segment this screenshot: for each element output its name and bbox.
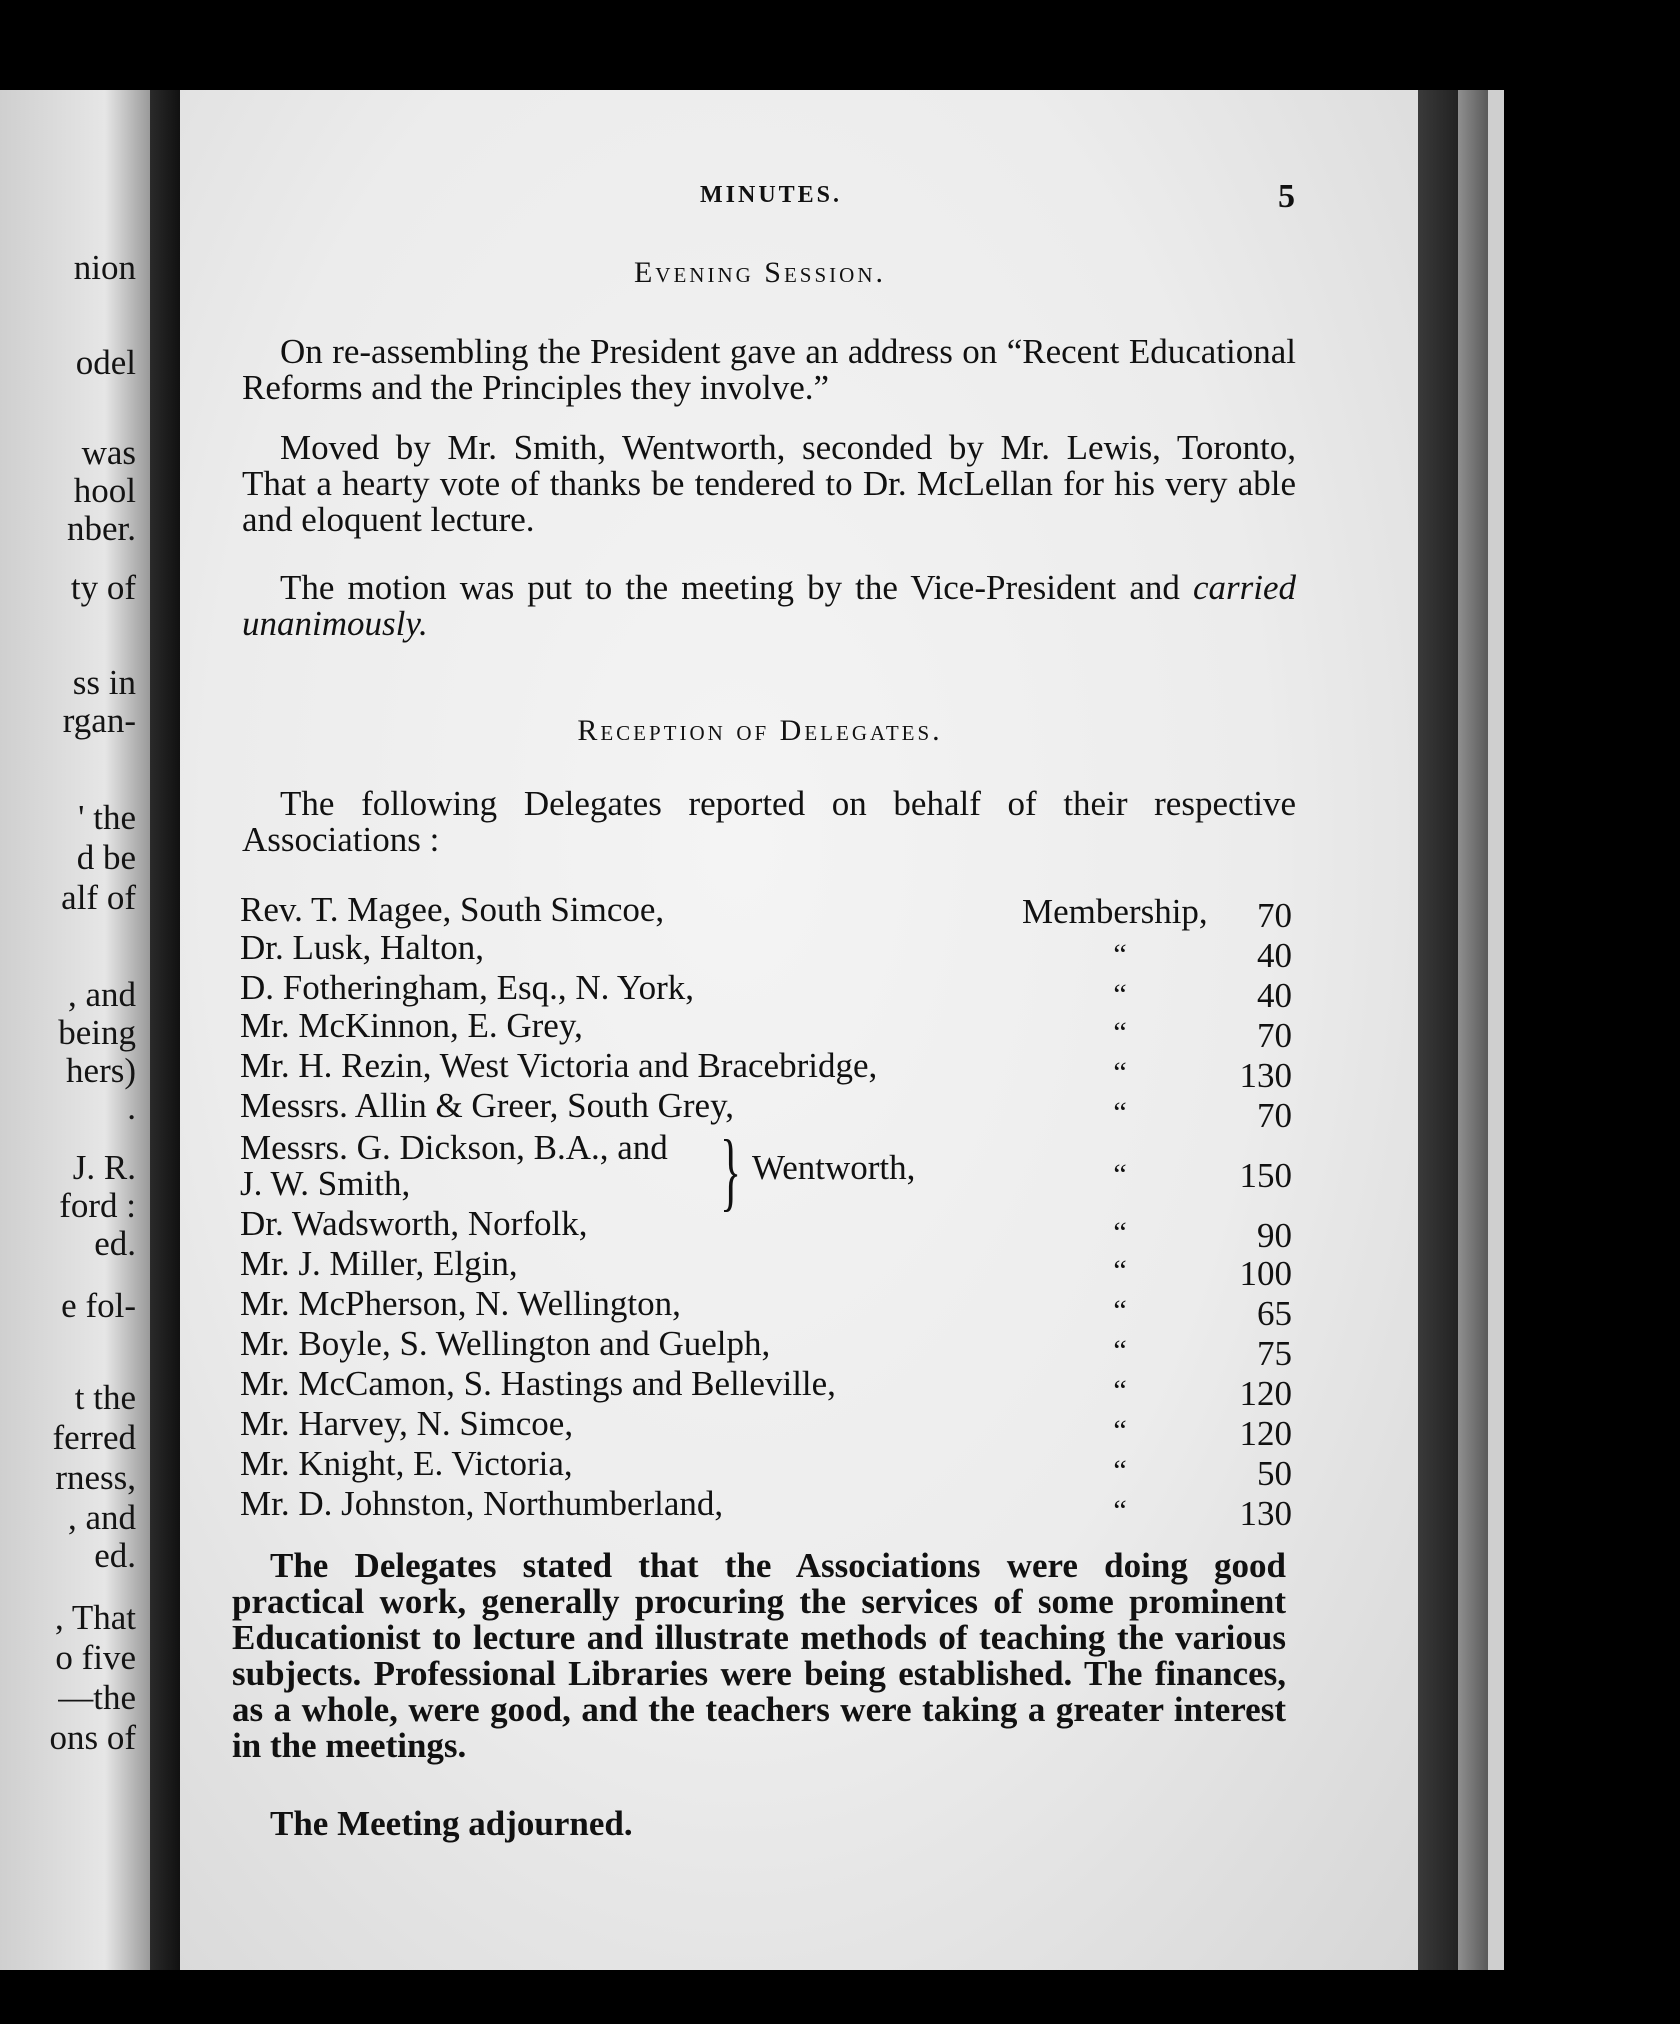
delegate-name: Mr. McKinnon, E. Grey, (240, 1006, 583, 1045)
left-fragment: rgan- (62, 701, 136, 740)
left-fragment: o five (55, 1638, 136, 1677)
ditto-mark: “ (1113, 1414, 1127, 1447)
left-fragment: d be (76, 838, 136, 877)
delegate-membership: 65 (1257, 1294, 1292, 1333)
delegate-membership: 120 (1239, 1414, 1292, 1453)
page-number: 5 (1278, 178, 1295, 215)
membership-label: Membership, (1022, 892, 1208, 931)
left-fragment: nion (73, 248, 136, 287)
paragraph-adjourned: The Meeting adjourned. (270, 1804, 633, 1843)
delegate-membership: 130 (1239, 1056, 1292, 1095)
ditto-mark: “ (1113, 1216, 1127, 1249)
delegate-membership: 90 (1257, 1216, 1292, 1255)
delegate-name: Mr. H. Rezin, West Victoria and Bracebridge, (240, 1046, 878, 1085)
delegate-membership: 50 (1257, 1454, 1292, 1493)
left-fragment: alf of (61, 878, 136, 917)
delegate-membership: 100 (1239, 1254, 1292, 1293)
paragraph-vote (242, 570, 1296, 642)
delegate-membership: 40 (1257, 936, 1292, 975)
ditto-mark: “ (1113, 1494, 1127, 1527)
ditto-mark: “ (1113, 1254, 1127, 1287)
left-fragment: ed. (94, 1224, 136, 1263)
ditto-mark: “ (1113, 1454, 1127, 1487)
delegate-membership: 150 (1239, 1156, 1292, 1195)
book-gutter (150, 90, 180, 1970)
left-fragment: —the (58, 1678, 136, 1717)
left-fragment: t the (74, 1378, 136, 1417)
delegate-membership: 70 (1257, 1016, 1292, 1055)
paragraph-motion: Moved by Mr. Smith, Wentworth, seconded by Mr. Lewis, Toronto, That a hearty vote of thanks be tendered to Dr. McLellan for his very able and eloquent lecture. (242, 428, 1296, 539)
delegate-name: Mr. McPherson, N. Wellington, (240, 1284, 681, 1323)
ditto-mark: “ (1113, 978, 1127, 1011)
paragraph-address: On re-assembling the President gave an address on “Recent Educational Reforms and the Principles they involve.” (242, 332, 1296, 407)
delegate-name: Mr. McCamon, S. Hastings and Belleville, (240, 1364, 836, 1403)
left-fragment: , and (67, 1498, 136, 1537)
left-fragment: ss in (72, 663, 136, 702)
delegate-name: Mr. Knight, E. Victoria, (240, 1444, 573, 1483)
left-fragment: ford : (59, 1186, 136, 1225)
delegate-membership: 70 (1257, 896, 1292, 935)
brace-icon: } (720, 1123, 742, 1220)
left-fragment: e fol- (61, 1286, 136, 1325)
left-fragment: ferred (52, 1418, 136, 1457)
delegate-name: D. Fotheringham, Esq., N. York, (240, 968, 695, 1007)
page-edge (1488, 90, 1504, 1970)
ditto-mark: “ (1113, 1056, 1127, 1089)
page-edge (1458, 90, 1488, 1970)
delegate-name: Messrs. Allin & Greer, South Grey, (240, 1086, 735, 1125)
left-fragment: , That (54, 1598, 136, 1637)
evening-session-heading: Evening Session. (633, 256, 886, 289)
delegate-name: J. W. Smith, (240, 1164, 411, 1203)
delegate-membership: 40 (1257, 976, 1292, 1015)
left-fragment: J. R. (72, 1148, 136, 1187)
ditto-mark: “ (1113, 1158, 1127, 1191)
left-fragment: was (81, 433, 136, 472)
delegate-membership: 70 (1257, 1096, 1292, 1135)
left-page-edge (0, 90, 150, 1970)
ditto-mark: “ (1113, 1016, 1127, 1049)
delegate-name: Mr. Boyle, S. Wellington and Guelph, (240, 1324, 771, 1363)
left-fragment: ty of (70, 568, 136, 607)
delegate-membership: 120 (1239, 1374, 1292, 1413)
delegate-membership: 75 (1257, 1334, 1292, 1373)
ditto-mark: “ (1113, 1096, 1127, 1129)
page-edge (1418, 90, 1458, 1970)
paragraph-delegates-report: The Delegates stated that the Associations were doing good practical work, generally procuring the services of some prominent Educationist to lecture and illustrate methods of teaching the various subjects. Professional Libraries were being established. The finances, as a whole, were good, and the teachers were taking a greater interest in the meetings. (232, 1546, 1286, 1765)
left-fragment: odel (75, 343, 136, 382)
left-fragment: nber. (66, 509, 136, 548)
delegate-name: Dr. Wadsworth, Norfolk, (240, 1204, 588, 1243)
vote-result: carried unanimously. (242, 568, 1297, 643)
delegate-name: Mr. Harvey, N. Simcoe, (240, 1404, 574, 1443)
left-fragment: hool (73, 471, 136, 510)
left-fragment: , and (67, 975, 136, 1014)
left-fragment: ons of (49, 1718, 136, 1757)
delegate-membership: 130 (1239, 1494, 1292, 1533)
ditto-mark: “ (1113, 1374, 1127, 1407)
brace-label: Wentworth, (752, 1148, 916, 1187)
running-head: MINUTES. (700, 182, 843, 208)
ditto-mark: “ (1113, 1294, 1127, 1327)
delegate-name: Messrs. G. Dickson, B.A., and (240, 1128, 668, 1167)
ditto-mark: “ (1113, 1334, 1127, 1367)
delegate-name: Mr. J. Miller, Elgin, (240, 1244, 518, 1283)
reception-heading: Reception of Delegates. (577, 714, 943, 747)
delegate-name: Dr. Lusk, Halton, (240, 928, 485, 967)
left-fragment: . (127, 1088, 136, 1127)
delegate-name: Mr. D. Johnston, Northumberland, (240, 1484, 724, 1523)
left-fragment: ed. (94, 1536, 136, 1575)
left-fragment: ' the (78, 798, 136, 837)
left-fragment: being (58, 1013, 136, 1052)
paragraph-delegates-intro: The following Delegates reported on behalf of their respective Associations : (242, 784, 1296, 859)
delegate-name: Rev. T. Magee, South Simcoe, (240, 890, 665, 929)
vote-text: The motion was put to the meeting by the Vice-President and (280, 568, 1180, 607)
left-fragment: hers) (66, 1051, 136, 1090)
left-fragment: rness, (55, 1458, 136, 1497)
ditto-mark: “ (1113, 938, 1127, 971)
